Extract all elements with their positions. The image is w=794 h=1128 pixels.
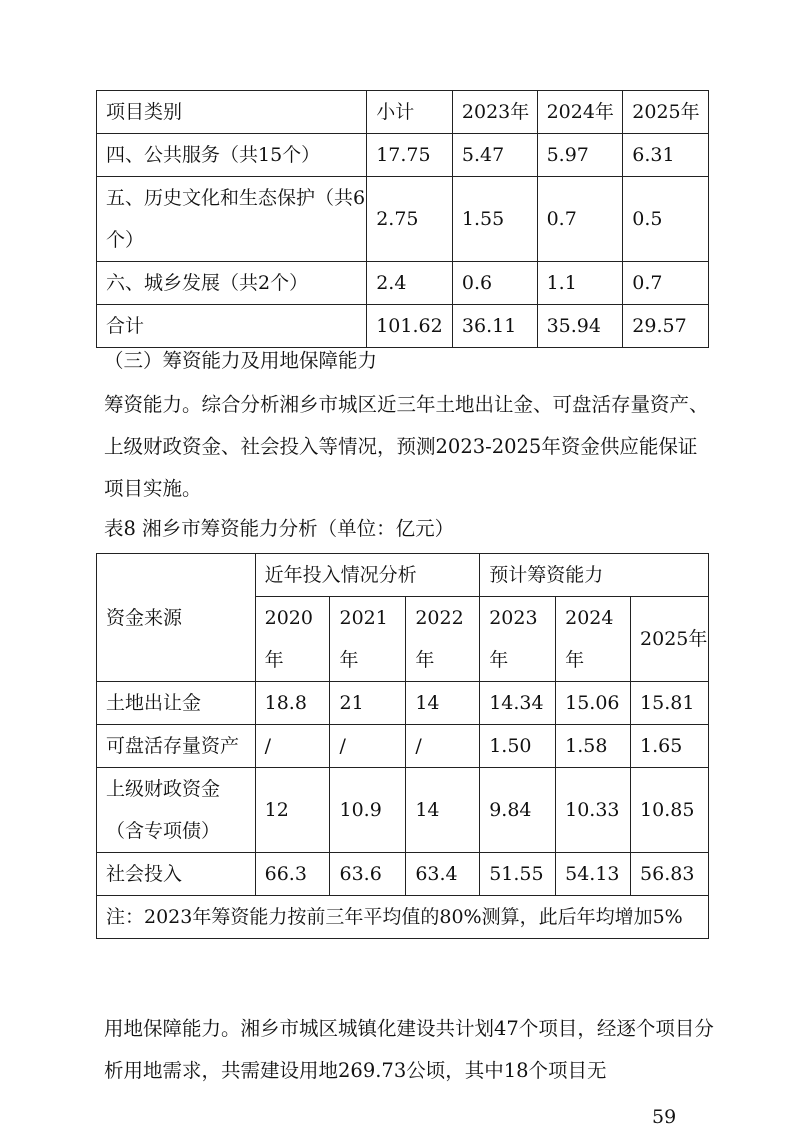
table-cell: 36.11 (452, 305, 537, 348)
table-header-cell: 小计 (367, 91, 453, 134)
table-row (97, 177, 709, 262)
table-cell: 29.57 (623, 305, 709, 348)
table-caption: 表8 湘乡市筹资能力分析（单位：亿元） (104, 517, 455, 540)
table-cell: 5.97 (537, 134, 623, 177)
table-cell: 6.31 (623, 134, 709, 177)
table-header-cell: 2023年 (480, 597, 556, 682)
table-cell: 56.83 (631, 853, 709, 896)
table-cell: 1.65 (631, 725, 709, 768)
table-header-cell: 2022年 (406, 597, 480, 682)
table-header-cell: 近年投入情况分析 (255, 554, 480, 597)
table-cell: 9.84 (480, 768, 556, 853)
table-cell: 63.6 (330, 853, 406, 896)
table-cell: 合计 (97, 305, 367, 348)
table-header-cell: 2024年 (556, 597, 631, 682)
table-cell: 14 (406, 682, 480, 725)
table-cell: 14 (406, 768, 480, 853)
funding-capacity-table (96, 553, 709, 939)
table-cell: 15.81 (631, 682, 709, 725)
table-cell: 六、城乡发展（共2个） (97, 262, 367, 305)
table-cell: 14.34 (480, 682, 556, 725)
table-cell: 0.7 (623, 262, 709, 305)
table-cell: 土地出让金 (97, 682, 256, 725)
table-cell: 0.5 (623, 177, 709, 262)
table-cell: 10.9 (330, 768, 406, 853)
table-header-cell: 2025年 (623, 91, 709, 134)
table-header-cell: 资金来源 (97, 554, 256, 682)
paragraph: 筹资能力。综合分析湘乡市城区近三年土地出让金、可盘活存量资产、上级财政资金、社会投入等情况，预测2023-2025年资金供应能保证项目实施。 (104, 393, 709, 500)
table-row (97, 768, 709, 853)
project-category-table (96, 90, 709, 348)
section-heading: （三）筹资能力及用地保障能力 (104, 349, 378, 372)
table-header-cell: 2021年 (330, 597, 406, 682)
table-cell: / (406, 725, 480, 768)
table-cell: 0.7 (537, 177, 623, 262)
table-header-cell: 预计筹资能力 (480, 554, 709, 597)
table-cell: 35.94 (537, 305, 623, 348)
table-header-cell: 2020年 (255, 597, 330, 682)
table-cell: 0.6 (452, 262, 537, 305)
table-cell: 四、公共服务（共15个） (97, 134, 367, 177)
table-row (97, 134, 709, 177)
table-cell: 5.47 (452, 134, 537, 177)
table-cell: 15.06 (556, 682, 631, 725)
table-header-cell: 项目类别 (97, 91, 367, 134)
table-cell: 1.58 (556, 725, 631, 768)
table-header-cell: 2024年 (537, 91, 623, 134)
table-cell: 18.8 (255, 682, 330, 725)
table-row (97, 725, 709, 768)
table-cell: 可盘活存量资产 (97, 725, 256, 768)
page-number: 59 (652, 1106, 677, 1128)
table-cell: 66.3 (255, 853, 330, 896)
table-cell: 17.75 (367, 134, 453, 177)
table-cell: / (330, 725, 406, 768)
table-cell: 63.4 (406, 853, 480, 896)
table-header-cell: 2023年 (452, 91, 537, 134)
table-cell: 1.1 (537, 262, 623, 305)
table-cell: 10.33 (556, 768, 631, 853)
table-cell: 51.55 (480, 853, 556, 896)
table-cell: 五、历史文化和生态保护（共6个） (97, 177, 367, 262)
paragraph: 用地保障能力。湘乡市城区城镇化建设共计划47个项目，经逐个项目分析用地需求，共需建设用地269.73公顷，其中18个项目无 (104, 1017, 714, 1082)
table-header-row (97, 91, 709, 134)
table-cell: 1.55 (452, 177, 537, 262)
table-cell: 54.13 (556, 853, 631, 896)
table-cell: 2.4 (367, 262, 453, 305)
table-cell: 101.62 (367, 305, 453, 348)
table-cell: 21 (330, 682, 406, 725)
table-note: 注：2023年筹资能力按前三年平均值的80%测算，此后年均增加5% (97, 896, 709, 939)
table-cell: 社会投入 (97, 853, 256, 896)
table-header-cell: 2025年 (631, 597, 709, 682)
table-cell: 1.50 (480, 725, 556, 768)
table-note-row (97, 896, 709, 939)
table-row (97, 262, 709, 305)
table-row (97, 682, 709, 725)
table-cell: 12 (255, 768, 330, 853)
table-row (97, 853, 709, 896)
table-cell: / (255, 725, 330, 768)
table-header-row (97, 554, 709, 597)
table-cell: 10.85 (631, 768, 709, 853)
table-cell: 上级财政资金（含专项债） (97, 768, 256, 853)
table-cell: 2.75 (367, 177, 453, 262)
